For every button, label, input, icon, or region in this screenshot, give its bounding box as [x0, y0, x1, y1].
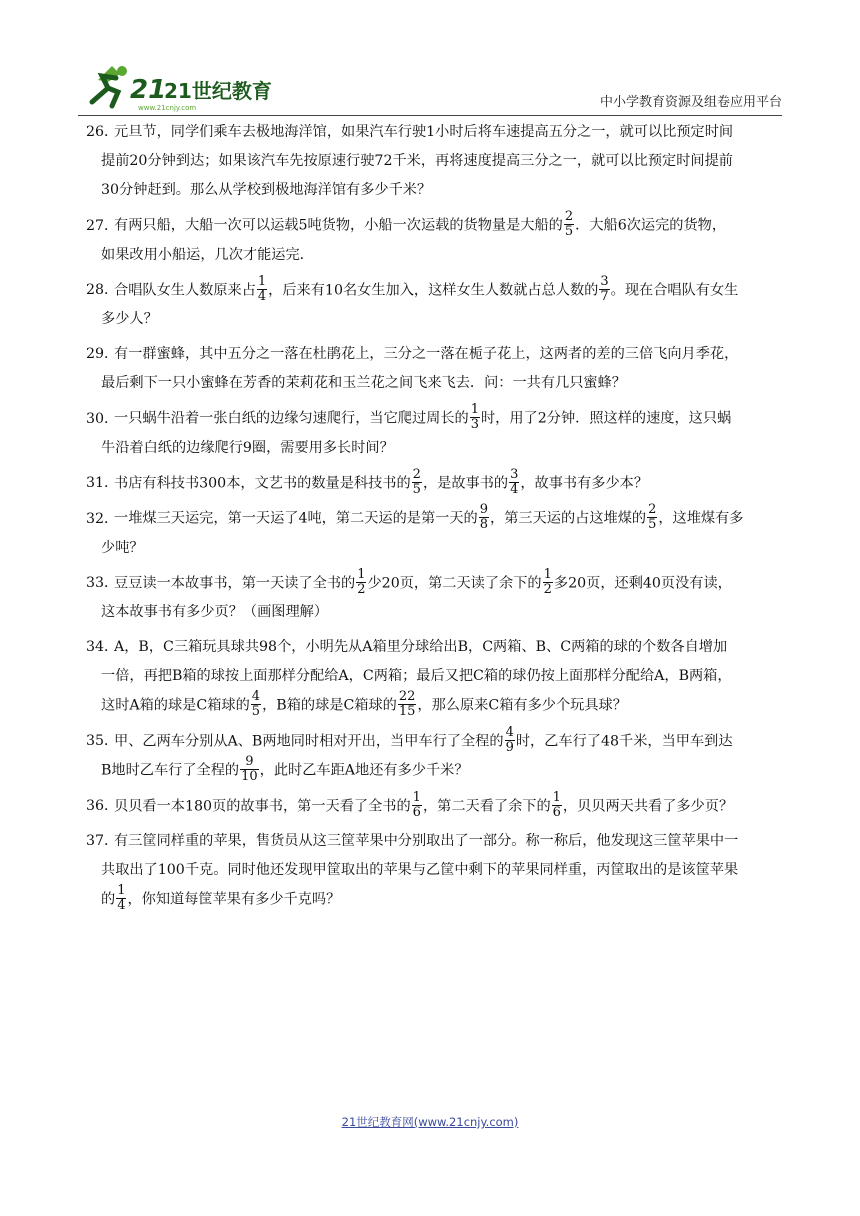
fraction: $\frac{4}{5}$	[251, 689, 261, 719]
question-29: 29．有一群蜜蜂，其中五分之一落在杜鹃花上，三分之一落在栀子花上，这两者的差的三倍飞向月季花， 最后剩下一只小蜜蜂在芳香的茉莉花和玉兰花之间飞来飞去．问：一共有几只蜜蜂？	[86, 346, 739, 391]
fraction: $\frac{1}{6}$	[412, 789, 421, 820]
question-37: 37．有三筐同样重的苹果，售货员从这三筐苹果中分别取出了一部分。称一称后，他发现这三筐苹果中一 共取出了100千克。同时他还发现甲筐取出的苹果与乙筐中剩下的苹果同样重，丙筐取出的是该筐苹果 的 $\frac{1}{4}$ ，你知道每筐苹果有多少千克吗？	[86, 833, 739, 913]
question-26: 26．元旦节，同学们乘车去极地海洋馆，如果汽车行驶1小时后将车速提高五分之一，就可以比预定时间 提前20分钟到达；如果该汽车先按原速行驶72千米，再将速度提高三分之一，就可以比预定时间提前 30分钟赶到。那么从学校到极地海洋馆有多少千米？	[86, 124, 734, 198]
question-35: 35．甲、乙两车分别从A、B两地同时相对开出，当甲车行了全程的 $\frac{4}{9}$ 时，乙车行了48千米，当甲车到达 B地时乙车行了全程的 $\frac{9}{10}$ ，此时乙车距A地还有多少千米？	[86, 724, 733, 784]
fraction: $\frac{1}{2}$	[543, 566, 552, 597]
fraction: $\frac{2}{5}$	[412, 466, 421, 497]
svg-text:21世纪教育: 21世纪教育	[164, 79, 272, 103]
question-32: 32．一堆煤三天运完，第一天运了4吨，第二天运的是第一天的 $\frac{9}{8}$ ，第三天运的占这堆煤的 $\frac{2}{5}$ ，这堆煤有多 少吨？	[86, 502, 744, 556]
fraction: $\frac{1}{2}$	[357, 566, 366, 597]
footer-link[interactable]: 21世纪教育网(www.21cnjy.com)	[341, 1115, 519, 1129]
svg-text:21: 21	[130, 75, 167, 105]
question-31: 31．书店有科技书300本，文艺书的数量是科技书的 $\frac{2}{5}$ ，是故事书的 $\frac{3}{4}$ ，故事书有多少本？	[86, 466, 649, 497]
platform-title: 中小学教育资源及组卷应用平台	[599, 95, 782, 110]
fraction: $\frac{1}{4}$	[117, 883, 126, 913]
question-list	[86, 118, 780, 921]
page-header	[78, 62, 782, 116]
svg-text:www.21cnjy.com: www.21cnjy.com	[138, 104, 197, 112]
header-divider	[78, 115, 782, 116]
question-28: 28．合唱队女生人数原来占 $\frac{1}{4}$ ，后来有10名女生加入，这样女生人数就占总人数的 $\frac{3}{7}$ 。现在合唱队有女生 多少人？	[86, 273, 739, 327]
question-36: 36．贝贝看一本180页的故事书，第一天看了全书的 $\frac{1}{6}$ ，第二天看了余下的 $\frac{1}{6}$ ，贝贝两天共看了多少页？	[86, 789, 734, 820]
fraction: $\frac{22}{15}$	[398, 689, 416, 719]
fraction: $\frac{3}{4}$	[510, 466, 519, 497]
fraction: $\frac{9}{8}$	[479, 502, 488, 532]
fraction: $\frac{3}{7}$	[600, 273, 609, 304]
fraction: $\frac{1}{6}$	[552, 789, 561, 820]
21cnjy-logo	[78, 62, 272, 114]
fraction: $\frac{9}{10}$	[241, 754, 258, 784]
fraction: $\frac{2}{5}$	[564, 209, 574, 239]
fraction: $\frac{1}{4}$	[257, 273, 267, 304]
fraction: $\frac{2}{5}$	[648, 502, 657, 532]
question-30: 30．一只蜗牛沿着一张白纸的边缘匀速爬行，当它爬过周长的 $\frac{1}{3}$ 时，用了2分钟．照这样的速度，这只蜗 牛沿着白纸的边缘爬行9圈，需要用多长时间？	[86, 402, 732, 456]
question-34: 34．A，B，C三箱玩具球共98个，小明先从A箱里分球给出B，C两箱、B、C两箱的球的个数各自增加 一倍，再把B箱的球按上面那样分配给A，C两箱；最后又把C箱的球仍按上面那样分配给A，B两箱， 这时A箱的球是C箱球的 $\frac{4}{5}$ ，B箱的球是C箱球的 $\frac{22}{15}$ ，那么原来C箱有多少个玩具球？	[86, 639, 732, 719]
fraction: $\frac{1}{3}$	[470, 402, 479, 432]
fraction: $\frac{4}{9}$	[505, 724, 514, 755]
question-27: 27．有两只船，大船一次可以运载5吨货物，小船一次运载的货物量是大船的 $\frac{2}{5}$ ．大船6次运完的货物， 如果改用小船运，几次才能运完．	[86, 209, 727, 263]
question-33: 33．豆豆读一本故事书，第一天读了全书的 $\frac{1}{2}$ 少20页，第二天读了余下的 $\frac{1}{2}$ 多20页，还剩40页没有读， 这本故事书有多少页？（画图理解）	[86, 566, 732, 620]
